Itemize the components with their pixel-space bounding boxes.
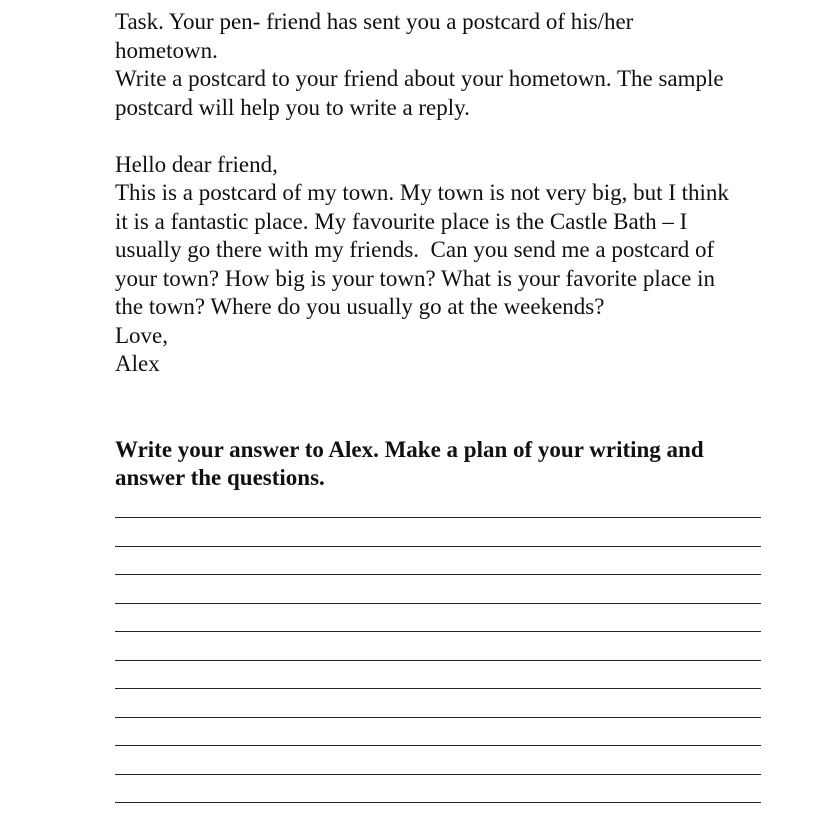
letter-body-line: it is a fantastic place. My favourite place is the Castle Bath – I [115, 208, 688, 234]
instruction-line-2: answer the questions. [115, 465, 325, 490]
answer-line[interactable] [115, 631, 761, 660]
answer-line[interactable] [115, 774, 761, 803]
letter-greeting: Hello dear friend, [115, 151, 278, 177]
answer-line[interactable] [115, 717, 761, 746]
answer-line[interactable] [115, 603, 761, 632]
answer-line[interactable] [115, 745, 761, 774]
answer-line[interactable] [115, 517, 761, 546]
instruction-line-1: Write your answer to Alex. Make a plan of your writing and [115, 436, 704, 462]
document-page [115, 8, 775, 493]
task-line-1: Task. Your pen- friend has sent you a postcard of his/her [115, 9, 634, 34]
letter-body-line: This is a postcard of my town. My town is not very big, but I think [115, 180, 729, 205]
answer-writing-area[interactable] [115, 517, 761, 831]
answer-line[interactable] [115, 546, 761, 575]
letter-body-line: your town? How big is your town? What is your favorite place in [115, 265, 715, 291]
letter-body-line: the town? Where do you usually go at the weekends? [115, 294, 605, 319]
answer-line[interactable] [115, 688, 761, 717]
answer-line[interactable] [115, 574, 761, 603]
spacer [115, 122, 775, 151]
spacer [115, 379, 775, 436]
task-line-4: postcard will help you to write a reply. [115, 94, 470, 120]
answer-line[interactable] [115, 802, 761, 831]
letter-closing: Love, [115, 322, 169, 348]
letter-signature: Alex [115, 351, 160, 376]
task-line-3: Write a postcard to your friend about your hometown. The sample [115, 66, 724, 91]
task-line-2: hometown. [115, 37, 218, 63]
answer-line[interactable] [115, 660, 761, 689]
letter-body-line: usually go there with my friends. Can you send me a postcard of [115, 237, 715, 262]
